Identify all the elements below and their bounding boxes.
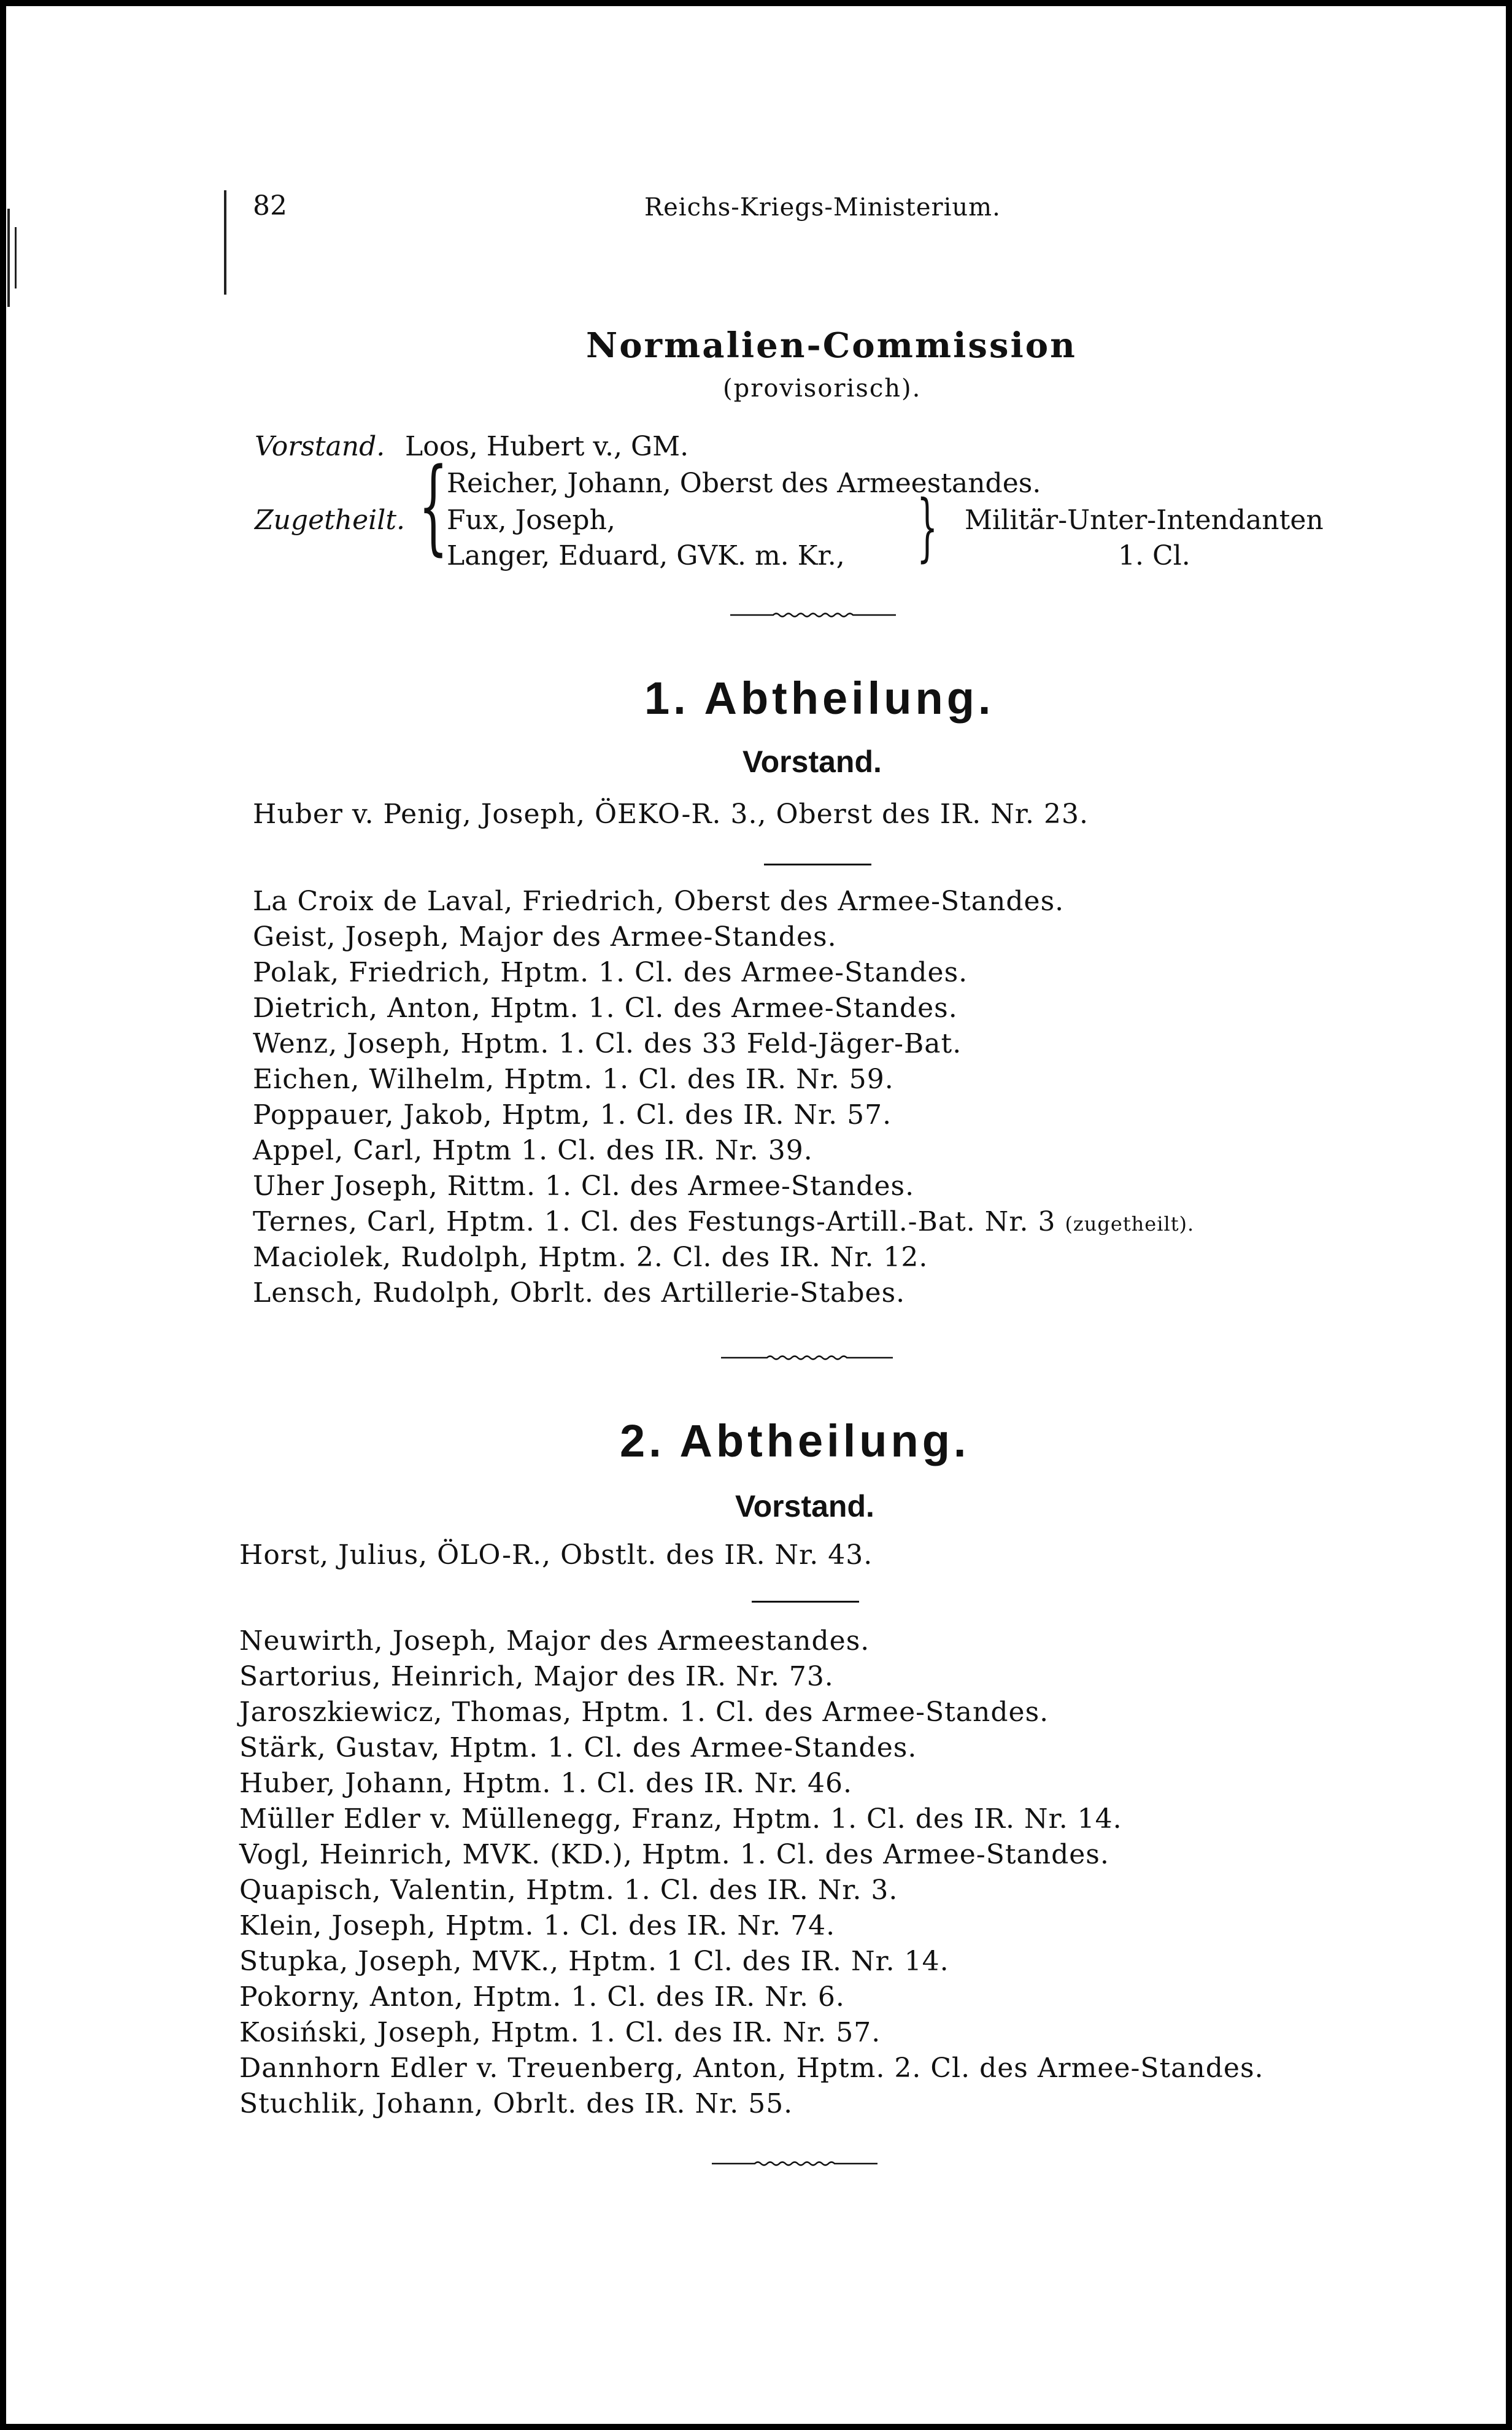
member-entry: Stuchlik, Johann, Obrlt. des IR. Nr. 55.: [239, 2088, 793, 2119]
section-heading: 1. Abtheilung.: [644, 673, 995, 724]
member-entry: Appel, Carl, Hptm 1. Cl. des IR. Nr. 39.: [253, 1135, 813, 1166]
zugetheilt-label: Zugetheilt.: [255, 505, 405, 536]
vorstand-entry: Horst, Julius, ÖLO-R., Obstlt. des IR. Nr. 43.: [239, 1539, 873, 1571]
binding-edge-mark: [224, 190, 226, 295]
member-entry: Vogl, Heinrich, MVK. (KD.), Hptm. 1. Cl. des Armee-Standes.: [239, 1839, 1109, 1870]
member-entry: Pokorny, Anton, Hptm. 1. Cl. des IR. Nr. 6.: [239, 1981, 845, 2013]
section-heading: 2. Abtheilung.: [620, 1415, 970, 1466]
member-entry: Maciolek, Rudolph, Hptm. 2. Cl. des IR. Nr. 12.: [253, 1242, 928, 1273]
divider-rule: [752, 1601, 859, 1603]
member-entry: Jaroszkiewicz, Thomas, Hptm. 1. Cl. des Armee-Standes.: [239, 1697, 1049, 1728]
book-page: [6, 6, 1506, 2424]
member-entry: Quapisch, Valentin, Hptm. 1. Cl. des IR. Nr. 3.: [239, 1875, 898, 1906]
member-entry: Polak, Friedrich, Hptm. 1. Cl. des Armee-Standes.: [253, 957, 968, 988]
vorstand-heading: Vorstand.: [742, 745, 882, 779]
right-brace: }: [917, 485, 938, 570]
zugetheilt-member: Reicher, Johann, Oberst des Armeestandes.: [447, 468, 1041, 499]
page-number: 82: [253, 190, 287, 222]
member-entry: Dannhorn Edler v. Treuenberg, Anton, Hptm. 2. Cl. des Armee-Standes.: [239, 2053, 1264, 2084]
member-entry: Kosiński, Joseph, Hptm. 1. Cl. des IR. Nr. 57.: [239, 2017, 881, 2048]
zugetheilt-member: Langer, Eduard, GVK. m. Kr.,: [447, 540, 845, 571]
vorstand-heading: Vorstand.: [735, 1489, 874, 1523]
zugetheilt-member: Fux, Joseph,: [447, 505, 615, 536]
vorstand-entry: Huber v. Penig, Joseph, ÖEKO-R. 3., Oberst des IR. Nr. 23.: [253, 799, 1089, 830]
member-note: (zugetheilt).: [1065, 1212, 1195, 1236]
member-entry: [253, 1206, 1195, 1237]
group-note: 1. Cl.: [1118, 540, 1190, 571]
member-entry: Klein, Joseph, Hptm. 1. Cl. des IR. Nr. 74.: [239, 1910, 836, 1941]
member-entry: Sartorius, Heinrich, Major des IR. Nr. 73.: [239, 1661, 834, 1692]
wavy-rule: [712, 2159, 878, 2168]
member-entry: Lensch, Rudolph, Obrlt. des Artillerie-Stabes.: [253, 1277, 906, 1309]
vorstand-entry: Loos, Hubert v., GM.: [405, 431, 689, 462]
group-note: Militär-Unter-Intendanten: [965, 505, 1324, 536]
member-entry: Neuwirth, Joseph, Major des Armeestandes.: [239, 1625, 870, 1657]
member-entry: Poppauer, Jakob, Hptm, 1. Cl. des IR. Nr. 57.: [253, 1099, 892, 1131]
running-title: Reichs-Kriegs-Ministerium.: [644, 193, 1001, 222]
wavy-rule: [721, 1353, 893, 1362]
wavy-rule: [730, 611, 896, 619]
member-entry: Stupka, Joseph, MVK., Hptm. 1 Cl. des IR. Nr. 14.: [239, 1946, 949, 1977]
member-entry: Müller Edler v. Müllenegg, Franz, Hptm. 1. Cl. des IR. Nr. 14.: [239, 1803, 1122, 1835]
vorstand-label: Vorstand.: [255, 431, 385, 462]
divider-rule: [764, 864, 871, 865]
binding-edge-mark: [7, 209, 10, 307]
member-entry: Eichen, Wilhelm, Hptm. 1. Cl. des IR. Nr. 59.: [253, 1064, 894, 1095]
member-name: Ternes, Carl, Hptm. 1. Cl. des Festungs-Artill.-Bat. Nr. 3: [253, 1206, 1056, 1237]
commission-title: Normalien-Commission: [586, 325, 1077, 366]
member-entry: La Croix de Laval, Friedrich, Oberst des Armee-Standes.: [253, 886, 1065, 917]
member-entry: Wenz, Joseph, Hptm. 1. Cl. des 33 Feld-Jäger-Bat.: [253, 1028, 962, 1059]
member-entry: Huber, Johann, Hptm. 1. Cl. des IR. Nr. 46.: [239, 1768, 852, 1799]
member-entry: Geist, Joseph, Major des Armee-Standes.: [253, 921, 837, 953]
member-entry: Dietrich, Anton, Hptm. 1. Cl. des Armee-Standes.: [253, 993, 958, 1024]
member-entry: Uher Joseph, Rittm. 1. Cl. des Armee-Standes.: [253, 1171, 915, 1202]
left-brace: {: [418, 446, 449, 566]
commission-subtitle: (provisorisch).: [723, 374, 922, 403]
member-entry: Stärk, Gustav, Hptm. 1. Cl. des Armee-Standes.: [239, 1732, 917, 1763]
binding-edge-mark: [15, 227, 17, 288]
